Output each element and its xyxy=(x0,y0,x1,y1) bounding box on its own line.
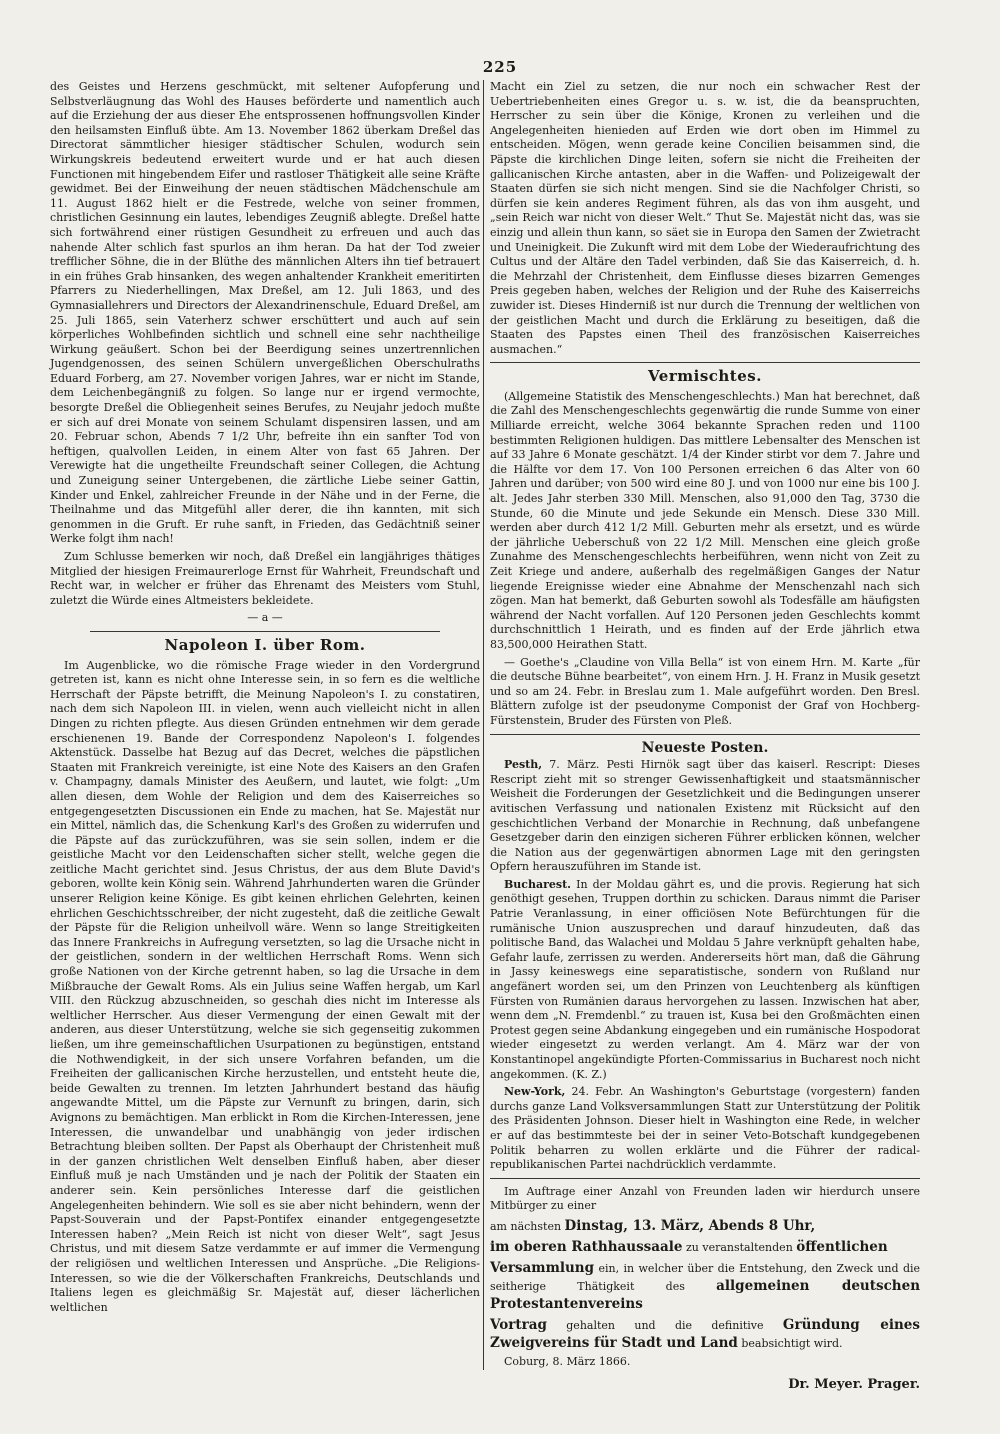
notice-text: am nächsten xyxy=(490,1219,562,1233)
section-divider xyxy=(490,734,920,735)
vermischtes-paragraph: — Goethe's „Claudine von Villa Bella“ ist von einem Hrn. M. Karte „für die deutsche Bühne bearbeitet“, von einem Hrn. J. H. Franz in Musik gesetzt und so am 24. Febr. in Breslau zum 1. Male aufgeführt worden. Den Bresl. Blättern zufolge ist der pseudonyme Componist der Graf von Hochberg-Fürstenstein, Bruder des Fürsten von Pleß. xyxy=(490,655,920,727)
section-divider xyxy=(490,1178,920,1179)
notice-line xyxy=(490,1259,920,1313)
notice-date: Dinstag, 13. März, Abends 8 Uhr, xyxy=(564,1217,816,1234)
left-column xyxy=(50,80,480,1345)
right-column xyxy=(490,80,921,1392)
column-divider xyxy=(483,80,484,1370)
section-divider xyxy=(90,631,440,632)
napoleon-continuation: Macht ein Ziel zu setzen, die nur noch ein schwacher Rest der Uebertriebenheiten eines Gregor u. s. w. ist, die da beanspruchten, Herrscher zu sein über die Könige, Kronen zu verleihen und die Angelegenheiten hienieden auf Erden wie dort oben im Himmel zu entscheiden. Mögen, wenn gerade keine Concilien beisammen sind, die Päpste die kirchlichen Dinge leiten, sofern sie nicht die Freiheiten der gallicanischen Kirche antasten, aber in die Waffen- und Polizeigewalt der Staaten dürfen sie sich nicht mengen. Sind sie die Nachfolger Christi, so dürfen sie kein anderes Regiment führen, als das von ihm ausgeht, und „sein Reich war nicht von dieser Welt.“ Thut Se. Majestät nicht das, was sie einzig und allein thun kann, so säet sie in Europa den Samen der Zwietracht und Uneinigkeit. Die Zukunft wird mit dem Lobe der Wiederaufrichtung des Cultus und der Altäre den Tadel verbinden, daß Sie das Kaiserreich, d. h. die Mehrzahl der Christenheit, dem Einflusse dieses bizarren Gemenges Preis gegeben haben, welches der Religion und der Ruhe des Kaiserreichs zuwider ist. Dieses Hinderniß ist nur durch die Trennung der weltlichen von der geistlichen Macht und durch die Erklärung zu beseitigen, daß die Staaten des Papstes einen Theil des französischen Kaiserreiches ausmachen.“ xyxy=(490,80,920,356)
notice-text: gehalten und die definitive xyxy=(566,1318,764,1332)
news-item-newyork xyxy=(490,1085,920,1173)
news-text: 24. Febr. An Washington's Geburtstage (vorgestern) fanden durchs ganze Land Volksversammlungen Statt zur Unterstützung der Politik des Präsidenten Johnson. Dieser hielt in Washington eine Rede, in welcher er auf das bestimmteste bei der in seiner Veto-Botschaft kundgegebenen Politik beharren zu wollen erklärte und die Führer der radical-republikanischen Partei nachdrücklich verdammte. xyxy=(490,1085,921,1172)
notice-emphasis: allgemeinen deutschen Protestantenvereins xyxy=(490,1277,921,1312)
news-text: 7. März. Pesti Hirnök sagt über das kaiserl. Rescript: Dieses Rescript zieht mit so strenger Gewissenhaftigkeit und staatsmännischer Weisheit die Forderungen der Gesetzlichkeit und die Bedingungen unserer avitischen Verfassung und nationalen Existenz mit Rücksicht auf den geschichtlichen Verband der Monarchie in Rechnung, daß unbefangene Gesetzgeber darin den einzigen sicheren Führer erblicken können, welcher die Nation aus der gegenwärtigen abnormen Lage mit den geringsten Opfern herauszuführen im Stande ist. xyxy=(490,758,920,874)
notice-place-date: Coburg, 8. März 1866. xyxy=(504,1354,631,1368)
notice-venue: im oberen Rathhaussaale xyxy=(490,1238,683,1255)
section-divider xyxy=(490,362,920,363)
notice-text: zu veranstaltenden xyxy=(685,1240,793,1254)
meeting-notice xyxy=(490,1185,920,1392)
notice-line xyxy=(490,1316,920,1352)
news-place: Pesth, xyxy=(504,758,543,772)
section-heading-posten: Neueste Posten. xyxy=(641,739,769,756)
notice-emphasis: Gründung eines Zweigvereins für Stadt und Land xyxy=(490,1316,920,1351)
notice-emphasis: öffentlichen xyxy=(796,1238,888,1255)
napoleon-paragraph: Im Augenblicke, wo die römische Frage wieder in den Vordergrund getreten ist, kann es nicht ohne Interesse sein, in so fern es die weltliche Herrschaft der Päpste betrifft, die Meinung Napoleon's I. zu constatiren, nach dem sich Napoleon III. in vielen, wenn auch vielleicht nicht in allen Dingen zu richten pflegte. Aus diesen Gründen entnehmen wir dem gerade erschienenen 19. Bande der Correspondenz Napoleon's I. folgendes Aktenstück. Dasselbe hat Bezug auf das Decret, welches die päpstlichen Staaten mit Frankreich vereinigte, ist eine Note des Kaisers an den Grafen v. Champagny, damals Minister des Aeußern, und lautet, wie folgt: „Um allen diesen, dem Wohle der Religion und dem des Kaiserreiches so entgegengesetzten Discussionen ein Ende zu machen, hat Se. Majestät nur ein Mittel, nämlich das, die Schenkung Karl's des Großen zu widerrufen und die Päpste auf das zurückzuführen, was sie sein sollen, indem er die geistliche Macht vor den Leidenschaften sicher stellt, welche gegen die zeitliche Macht gerichtet sind. Jesus Christus, der aus dem Blute David's geboren, wollte kein König sein. Während Jahrhunderten waren die Gründer unserer Religion keine Könige. Es gibt keinen ehrlichen Gelehrten, keinen ehrlichen Geschichtsschreiber, der nicht zugesteht, daß die zeitliche Gewalt der Päpste für die Religion unheilvoll wäre. Wenn so lange Streitigkeiten das Innere Frankreichs in Aufregung versetzten, so lag die Ursache nicht in der geistlichen, sondern in der weltlichen Herrschaft Roms. Wenn sich große Nationen von der Kirche getrennt haben, so lag die Ursache in dem Mißbrauche der Gewalt Roms. Als ein Julius seine Waffen hergab, um Karl VIII. den Rückzug abzuschneiden, so geschah dies nicht im Interesse als weltlicher Herrscher. Aus dieser Vermengung der einen Gewalt mit der anderen, aus dieser Unterstützung, welche sie sich gegenseitig zukommen ließen, um ihre gemeinschaftlichen Usurpationen zu begünstigen, entstand die Nothwendigkeit, in der sich unsere Vorfahren befanden, um die Freiheiten der gallicanischen Kirche herzustellen, und entsteht heute die, beide Gewalten zu trennen. Im letzten Jahrhundert bestand das häufig angewandte Mittel, um die Päpste zur Vernunft zu bringen, darin, sich Avignons zu bemächtigen. Man erblickt in Rom die Kirchen-Interessen, jene Interessen, die unwandelbar und unabhängig von jeder irdischen Betrachtung bleiben sollten. Der Papst als Oberhaupt der Christenheit muß in der ganzen christlichen Welt denselben Einfluß haben, aber dieser Einfluß muß je nach Umständen und je nach der Politik der Staaten ein anderer sein. Kein persönliches Interesse darf die geistlichen Angelegenheiten behindern. Wie soll es sie aber nicht behindern, wenn der Papst-Souverain und der Papst-Pontifex einander entgegengesetzte Interessen haben? „Mein Reich ist nicht von dieser Welt“, sagt Jesus Christus, und mit diesem Satze verdammte er auf immer die Vermengung der religiösen und weltlichen Interessen und Ansprüche. „Die Religions-Interessen, so wie die der Völkerschaften Frankreichs, Deutschlands und Italiens legen es gleichmäßig Sr. Majestät auf, dieser lächerlichen weltlichen xyxy=(50,658,480,1314)
notice-line xyxy=(490,1238,920,1256)
news-text: In der Moldau gährt es, und die provis. Regierung hat sich genöthigt gesehen, Truppen dorthin zu schicken. Daraus nimmt die Pariser Patrie Veranlassung, in einer officiösen Note Befürchtungen für die rumänische Union auszusprechen und darauf hinzudeuten, daß das politische Band, das Walachei und Moldau 5 Jahre verknüpft gehalten habe, Gefahr laufe, zerrissen zu werden. Andererseits hört man, daß die Gährung in Jassy keineswegs eine separatistische, sondern von Rußland nur angefänert worden sei, um den Prinzen von Leuchtenberg als künftigen Fürsten von Rumänien daraus hervorgehen zu lassen. Inzwischen hat aber, wenn dem „N. Fremdenbl.“ zu trauen ist, Kusa bei den Großmächten einen Protest gegen seine Abdankung eingegeben und ein rumänische Hospodorat wieder eingesetzt zu werden verlangt. Am 4. März war der von Konstantinopel angekündigte Pforten-Commissarius in Bucharest noch nicht angekommen. (K. Z.) xyxy=(490,877,921,1081)
news-place: Bucharest. xyxy=(504,877,572,891)
page-number: 225 xyxy=(482,58,518,76)
notice-emphasis: Versammlung xyxy=(490,1259,595,1276)
vermischtes-paragraph: (Allgemeine Statistik des Menschengeschlechts.) Man hat berechnet, daß die Zahl des Menschengeschlechts gegenwärtig die runde Summe von einer Milliarde erreicht, welche 3064 bekannte Sprachen reden und 1100 bestimmten Religionen huldigen. Das mittlere Lebensalter des Menschen ist auf 33 Jahre 6 Monate geschätzt. 1/4 der Kinder stirbt vor dem 7. Jahre und die Hälfte vor dem 17. Von 100 Personen erreichen 6 das Alter von 60 Jahren und darüber; von 500 wird eine 80 J. und von 1000 nur eine bis 100 J. alt. Jedes Jahr sterben 330 Mill. Menschen, also 91,000 den Tag, 3730 die Stunde, 60 die Minute und jede Sekunde ein Mensch. Diese 330 Mill. werden aber durch 412 1/2 Mill. Geburten mehr als ersetzt, und es würde der jährliche Ueberschuß von 22 1/2 Mill. Menschen eine gleich große Zunahme des Menschengeschlechts herbeiführen, wenn nicht von Zeit zu Zeit Kriege und andere, außerhalb des regelmäßigen Ganges der Natur liegende Ereignisse wieder eine Abnahme der Menschenzahl nach sich zögen. Man hat bemerkt, daß Geburten sowohl als Todesfälle am häufigsten während der Nacht vorfallen. Auf 120 Personen jeden Geschlechts kommt durchschnittlich 1 Heirath, und es finden auf der Erde jährlich etwa 83,500,000 Heirathen Statt. xyxy=(490,389,920,651)
notice-intro: Im Auftrage einer Anzahl von Freunden laden wir hierdurch unsere Mitbürger zu einer xyxy=(490,1184,920,1213)
obituary-paragraph: Zum Schlusse bemerken wir noch, daß Dreßel ein langjähriges thätiges Mitglied der hiesigen Freimaurerloge Ernst für Wahrheit, Freundschaft und Recht war, in welcher er früher das Ehrenamt des Meisters vom Stuhl, zuletzt die Würde eines Altmeisters bekleidete. xyxy=(50,550,480,607)
obituary-signature: — a — xyxy=(247,611,283,625)
notice-text: beabsichtigt wird. xyxy=(741,1336,843,1350)
notice-emphasis: Vortrag xyxy=(490,1316,547,1333)
section-heading-vermischtes: Vermischtes. xyxy=(648,367,762,386)
notice-text: ein, in welcher über die Entstehung, den Zweck und die seitherige Thätigkeit des xyxy=(490,1261,921,1293)
notice-line xyxy=(490,1217,920,1235)
obituary-paragraph: des Geistes und Herzens geschmückt, mit seltener Aufopferung und Selbstverläugnung das Wohl des Hauses beförderte und namentlich auch auf die Erziehung der aus dieser Ehe entsprossenen hoffnungsvollen Kinder den heilsamsten Einfluß übte. Am 13. November 1862 überkam Dreßel das Directorat sämmtlicher hiesiger städtischer Schulen, wodurch sein Wirkungskreis bedeutend erweitert wurde und er hat auch diesen Functionen mit hingebendem Eifer und rastloser Thätigkeit alle seine Kräfte gewidmet. Bei der Einweihung der neuen städtischen Mädchenschule am 11. August 1862 hielt er die Festrede, welche von seiner frommen, christlichen Gesinnung ein lautes, lebendiges Zeugniß ablegte. Dreßel hatte sich fortwährend einer rüstigen Gesundheit zu erfreuen und auch das nahende Alter schlich fast spurlos an ihm heran. Da hat der Tod zweier trefflicher Söhne, die in der Blüthe des männlichen Alters ihn tief betrauert in ein frühes Grab hinsanken, des wegen anhaltender Krankheit emeritirten Pfarrers zu Niederhellingen, Max Dreßel, am 12. Juli 1863, und des Gymnasiallehrers und Directors der Alexandrinenschule, Eduard Dreßel, am 25. Juli 1865, sein Vaterherz schwer erschüttert und auch auf sein körperliches Wohlbefinden sichtlich und schnell eine sehr nachtheilige Wirkung geäußert. Schon bei der Beerdigung seines unzertrennlichen Jugendgenossen, des seinen Schülern unvergeßlichen Oberschulraths Eduard Forberg, am 27. November vorigen Jahres, war er nicht im Stande, dem Leichenbegängniß zu folgen. So lange nur er irgend vermochte, besorgte Dreßel die Obliegenheit seines Berufes, zu Neujahr jedoch mußte er sich auf drei Monate von seinem Schulamt dispensiren lassen, und am 20. Februar schon, Abends 7 1/2 Uhr, befreite ihn ein sanfter Tod von heftigen, qualvollen Leiden, in einem Alter von fast 65 Jahren. Der Verewigte hat die ungetheilte Freundschaft seiner Collegen, die Achtung und Zuneigung seiner Untergebenen, die zärtliche Liebe seiner Gattin, Kinder und Enkel, zahlreicher Freunde in der Nähe und in der Ferne, die Theilnahme und das Mitgefühl aller derer, die ihn kannten, mit sich genommen in die Gruft. Er ruhe sanft, in Frieden, das Gedächtniß seiner Werke folgt ihm nach! xyxy=(50,80,480,546)
notice-signature: Dr. Meyer. Prager. xyxy=(788,1376,920,1392)
news-place: New-York, xyxy=(504,1085,566,1099)
news-item-bukarest xyxy=(490,878,920,1082)
news-item-pesth xyxy=(490,758,920,875)
article-heading-napoleon: Napoleon I. über Rom. xyxy=(164,635,366,654)
